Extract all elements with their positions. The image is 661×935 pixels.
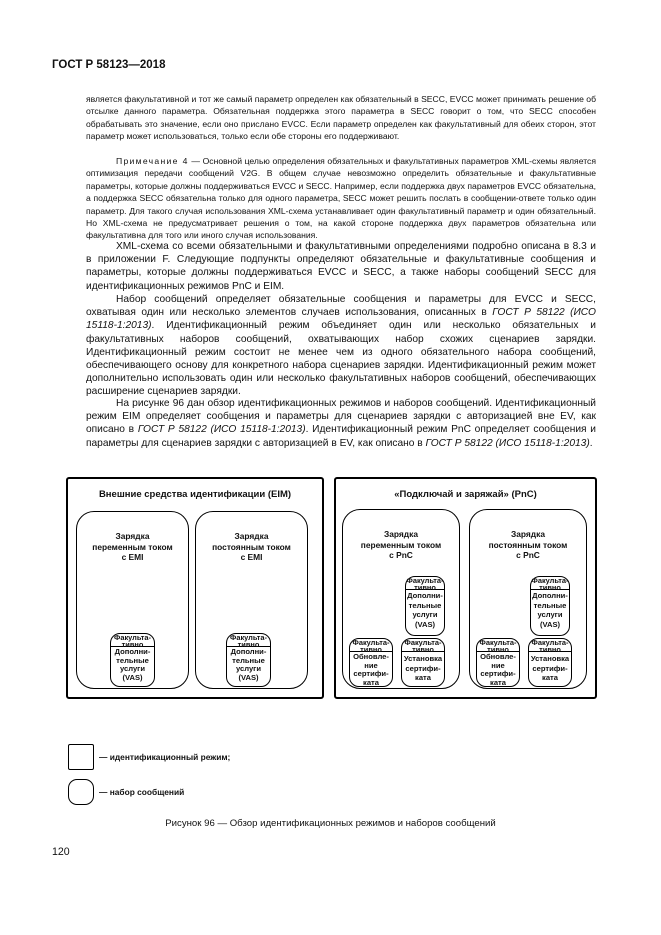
set-pnc-dc-title: Зарядка постоянным током с PnC	[488, 529, 568, 560]
optional-label: Факульта- тивно	[227, 634, 270, 647]
subset-pnc-ac-cert-install	[401, 638, 445, 687]
set-pnc-dc	[469, 509, 587, 689]
p3-text-a: На рисунке 96 дан обзор идентификационных режимов и наборов сообщений. Идентификационный режим EIM определяет сообщения и параметры для сценариев зарядки с авторизацией вне EV, как описано в	[86, 398, 596, 436]
paragraph-3	[86, 397, 596, 450]
subset-eim-ac-vas	[110, 633, 155, 687]
optional-label: Факульта- тивно	[531, 576, 569, 592]
set-eim-ac-title: Зарядка переменным током с EMI	[92, 531, 173, 562]
cert-install-label: Установка сертифи- ката	[530, 654, 570, 682]
mode-pnc-title: «Подключай и заряжай» (PnC)	[394, 489, 537, 500]
optional-label: Факульта- тивно	[402, 639, 444, 652]
optional-label: Факульта- тивно	[111, 634, 154, 647]
set-pnc-ac	[342, 509, 460, 689]
paragraph-continued: является факультативной и тот же самый параметр определен как обязательный в SECC, EVCC может принимать решение об отсылке данного параметра. Обязательная поддержка этого параметра в SECC говорит о том, что SECC способен обрабатывать это значение, если оно прислано EVCC. Если параметр определен как факультативный для обеих сторон, этот параметр может использоваться, только если обе стороны его поддерживают.	[86, 94, 596, 142]
set-eim-ac	[76, 511, 189, 689]
cert-update-label: Обновле- ние сертифи- ката	[480, 652, 516, 687]
optional-label: Факульта- тивно	[406, 576, 444, 592]
vas-label: Дополни- тельные услуги (VAS)	[407, 591, 443, 629]
optional-label: Факульта- тивно	[529, 639, 571, 652]
p3-text-b: . Идентификационный режим PnC определяет сообщения и параметры для сценариев зарядки с авторизацией в EV, как описано в	[86, 424, 596, 449]
note-text: — Основной целью определения обязательных и факультативных параметров XML-схемы является оптимизация передачи сообщений V2G. В общем случае невозможно определить обязательные и факультативные параметры, которые должны поддерживаться EVCC и SECC. Например, если поддержка двух параметров EVCC обязательна, а поддержка SECC обязательна только для одного параметра, SECC может решить послать в сообщении-ответе только один параметр. Для такого случая использования XML-схема устанавливает один факультативный параметр и один обязательный. Но XML-схема не предусматривает решения о том, на какой стороне поддержка двух параметров обязательна или факультативна для того или иного случая использования.	[86, 156, 596, 241]
subset-pnc-dc-cert-update	[476, 638, 520, 687]
subset-eim-dc-vas	[226, 633, 271, 687]
p2-text-a: Набор сообщений определяет обязательные сообщения и параметры для EVCC и SECC, охватывая один или несколько элементов случаев использования, описанных в	[86, 294, 596, 319]
paragraph-1: XML-схема со всеми обязательными и факультативными определениями подробно описана в 8.3 и в приложении F. Следующие подпункты определяют обязательные и факультативные сообщения и параметры, которые должны поддерживаться EVCC и SECC, а также наборы сообщений SECC для идентификационных режимов PnC и EIM.	[86, 241, 596, 292]
subset-pnc-ac-vas	[405, 576, 445, 636]
optional-label: Факульта- тивно	[477, 639, 519, 652]
mode-pnc	[334, 477, 597, 699]
p3-reference-2: ГОСТ Р 58122 (ИСО 15118-1:2013)	[425, 437, 590, 449]
legend-set-swatch	[68, 779, 94, 805]
set-eim-dc	[195, 511, 308, 689]
mode-eim-title: Внешние средства идентификации (EIM)	[98, 489, 292, 500]
vas-label: Дополни- тельные услуги (VAS)	[532, 591, 568, 629]
legend-mode-label: — идентификационный режим;	[99, 752, 231, 762]
figure-caption: Рисунок 96 — Обзор идентификационных режимов и наборов сообщений	[165, 818, 496, 829]
paragraph-2	[86, 293, 596, 399]
p2-text-b: . Идентификационный режим объединяет один или несколько обязательных и факультативных наборов сообщений, охватывающих набор схожих сценариев зарядки. Идентификационный режим состоит не менее чем из одного обязательного набора сообщений, обеспечивающего основу для конкретного набора сценариев зарядки. Идентификационный режим может дополнительно использовать один или несколько факультативных наборов сообщений, обеспечивающих расширение сценариев зарядки.	[86, 320, 596, 398]
set-pnc-ac-title: Зарядка переменным током с PnC	[360, 529, 442, 560]
p3-reference-1: ГОСТ Р 58122 (ИСО 15118-1:2013)	[137, 424, 306, 436]
vas-label: Дополни- тельные услуги (VAS)	[114, 647, 151, 682]
document-header: ГОСТ Р 58123—2018	[52, 59, 166, 71]
legend-mode-swatch	[68, 744, 94, 770]
cert-update-label: Обновле- ние сертифи- ката	[353, 652, 389, 687]
page-number: 120	[52, 846, 70, 858]
legend-set-label: — набор сообщений	[99, 787, 185, 797]
note-4	[86, 155, 596, 242]
mode-eim	[66, 477, 324, 699]
vas-label: Дополни- тельные услуги (VAS)	[230, 647, 267, 682]
cert-install-label: Установка сертифи- ката	[403, 654, 443, 682]
subset-pnc-dc-vas	[530, 576, 570, 636]
optional-label: Факульта- тивно	[350, 639, 392, 652]
set-eim-dc-title: Зарядка постоянным током с EMI	[212, 531, 291, 562]
subset-pnc-ac-cert-update	[349, 638, 393, 687]
p3-text-c: .	[589, 437, 593, 449]
subset-pnc-dc-cert-install	[528, 638, 572, 687]
note-label: Примечание 4	[116, 156, 189, 166]
p2-reference: ГОСТ Р 58122 (ИСО 15118-1:2013)	[86, 307, 596, 332]
